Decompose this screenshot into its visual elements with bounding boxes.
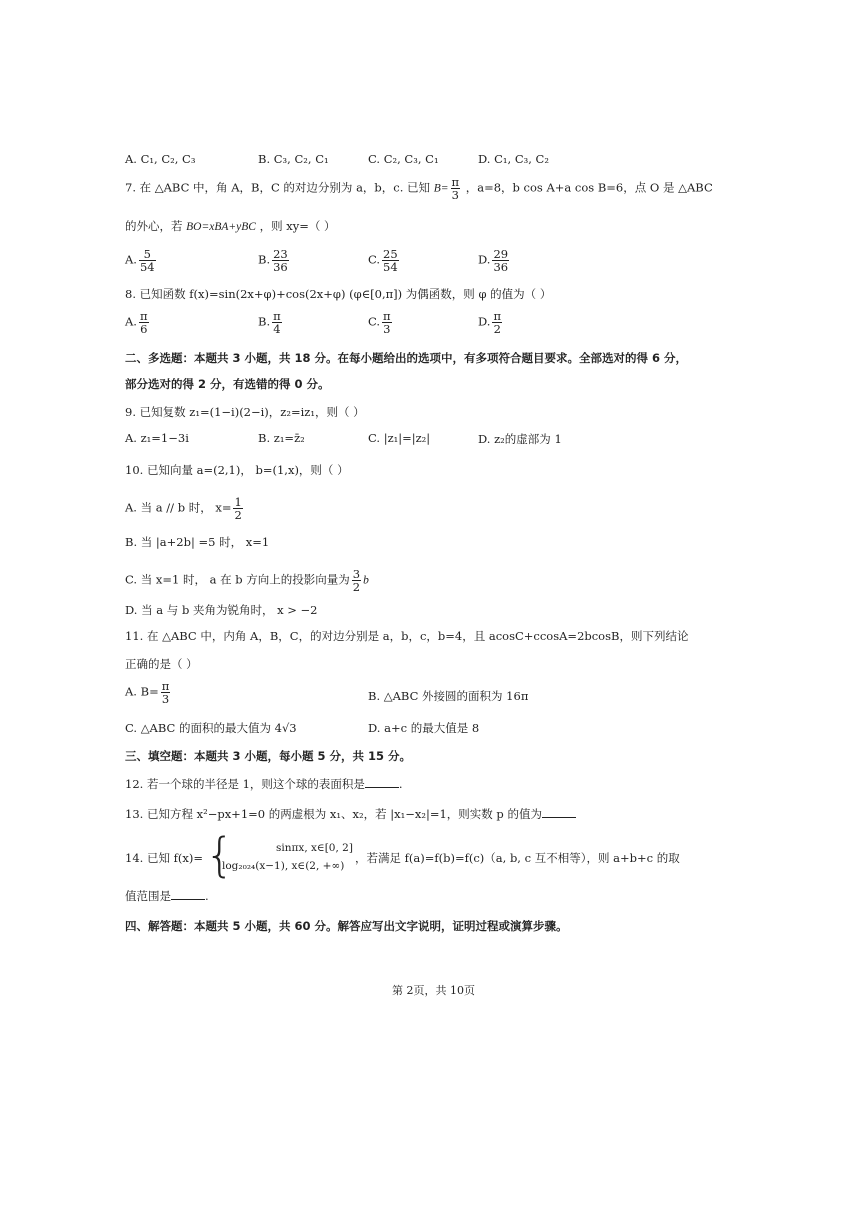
q9-option-d: D. z₂的虚部为 1 (478, 432, 562, 446)
q10-stem: 10. 已知向量 a=(2,1)， b=(1,x)，则（ ） (125, 463, 349, 477)
q8-option-c: C. $\frac{\pi}{3}$ (368, 309, 391, 336)
q10-option-d: D. 当 a 与 b 夹角为锐角时， x > −2 (125, 603, 318, 617)
q7-option-c: C. $\frac{25}{54}$ (368, 247, 398, 274)
q7-stem-line1 (125, 176, 713, 201)
q14-piecewise-brace: { (205, 828, 235, 882)
q11-option-a: A. B= $\frac{\pi}{3}$ (125, 679, 170, 706)
q14-tail: ，若满足 f(a)=f(b)=f(c)（a, b, c 互不相等），则 a+b+c 的取 (355, 851, 680, 865)
q12-answer-blank[interactable] (365, 777, 399, 788)
q11-option-c: C. △ABC 的面积的最大值为 4√3 (125, 721, 297, 735)
page-footer: 第 2页，共 10页 (392, 984, 475, 997)
q6-option-a: A. C₁, C₂, C₃ (125, 152, 196, 166)
q14-line2: 值范围是 . (125, 889, 209, 903)
q9-option-a: A. z₁=1−3i (125, 431, 189, 445)
q11-option-b: B. △ABC 外接圆的面积为 16π (368, 689, 529, 703)
q7-stem-line2 (125, 218, 336, 235)
q9-option-b: B. z₁=z̄₂ (258, 431, 305, 445)
q13-answer-blank[interactable] (542, 807, 576, 818)
q7-option-a: A. $\frac{5}{54}$ (125, 247, 155, 274)
q7-option-b: B. $\frac{23}{36}$ (258, 247, 288, 274)
q11-stem-line2: 正确的是（ ） (125, 657, 198, 671)
section-2-heading: 二、多选题：本题共 3 小题，共 18 分。在每小题给出的选项中，有多项符合题目要求。全部选对的得 6 分， (125, 351, 688, 365)
q6-option-c: C. C₂, C₃, C₁ (368, 152, 439, 166)
q8-stem: 8. 已知函数 f(x)=sin(2x+φ)+cos(2x+φ) (φ∈[0,π]) 为偶函数，则 φ 的值为（ ） (125, 287, 552, 301)
q7-b-eq: B= (433, 182, 449, 195)
q7-text-a: 7. 在 △ABC 中，角 A，B，C 的对边分别为 a，b，c. 已知 (125, 180, 431, 195)
section-2-heading-cont: 部分选对的得 2 分，有选错的得 0 分。 (125, 377, 330, 391)
q14-case-2: log₂₀₂₄(x−1), x∈(2, +∞) (222, 860, 345, 872)
q12-stem: 12. 若一个球的半径是 1，则这个球的表面积是 . (125, 777, 403, 791)
q7-option-d: D. $\frac{29}{36}$ (478, 247, 509, 274)
q6-option-b: B. C₃, C₂, C₁ (258, 152, 329, 166)
q7-vector-equation: BO=xBA+yBC (186, 221, 256, 233)
q11-stem-line1: 11. 在 △ABC 中，内角 A，B，C，的对边分别是 a，b，c，b=4，且 acosC+ccosA=2bcosB，则下列结论 (125, 629, 689, 643)
q7-text-c: 的外心，若 (125, 219, 183, 233)
q7-text-d: ，则 xy=（ ） (259, 219, 336, 233)
q8-option-d: D. $\frac{\pi}{2}$ (478, 309, 502, 336)
q9-option-c: C. |z₁|=|z₂| (368, 431, 431, 445)
q9-stem: 9. 已知复数 z₁=(1−i)(2−i)，z₂=iz₁，则（ ） (125, 405, 365, 419)
q7-pi-over-3: $\frac{\pi}{3}$ (451, 175, 460, 202)
q6-option-d: D. C₁, C₃, C₂ (478, 152, 549, 166)
q11-option-d: D. a+c 的最大值是 8 (368, 721, 480, 735)
q10-option-a: A. 当 a // b 时， x= $\frac{1}{2}$ (125, 495, 242, 522)
section-4-heading: 四、解答题：本题共 5 小题，共 60 分。解答应写出文字说明，证明过程或演算步骤。 (125, 919, 568, 933)
q13-stem: 13. 已知方程 x²−px+1=0 的两虚根为 x₁、x₂，若 |x₁−x₂|=1，则实数 p 的值为 (125, 806, 576, 822)
q14-case-1: sinπx, x∈[0, 2] (276, 842, 353, 854)
q8-option-a: A. $\frac{\pi}{6}$ (125, 309, 148, 336)
q14-answer-blank[interactable] (171, 889, 205, 900)
q7-text-b: ，a=8，b cos A+a cos B=6，点 O 是 △ABC (465, 180, 713, 195)
q8-option-b: B. $\frac{\pi}{4}$ (258, 309, 281, 336)
q10-option-c: C. 当 x=1 时， a 在 b 方向上的投影向量为 $\frac{3}{2}$ b (125, 567, 369, 594)
q10-option-b: B. 当 |a+2b| =5 时， x=1 (125, 535, 270, 549)
section-3-heading: 三、填空题：本题共 3 小题，每小题 5 分，共 15 分。 (125, 749, 412, 763)
q14-lead: 14. 已知 f(x)= (125, 851, 203, 865)
